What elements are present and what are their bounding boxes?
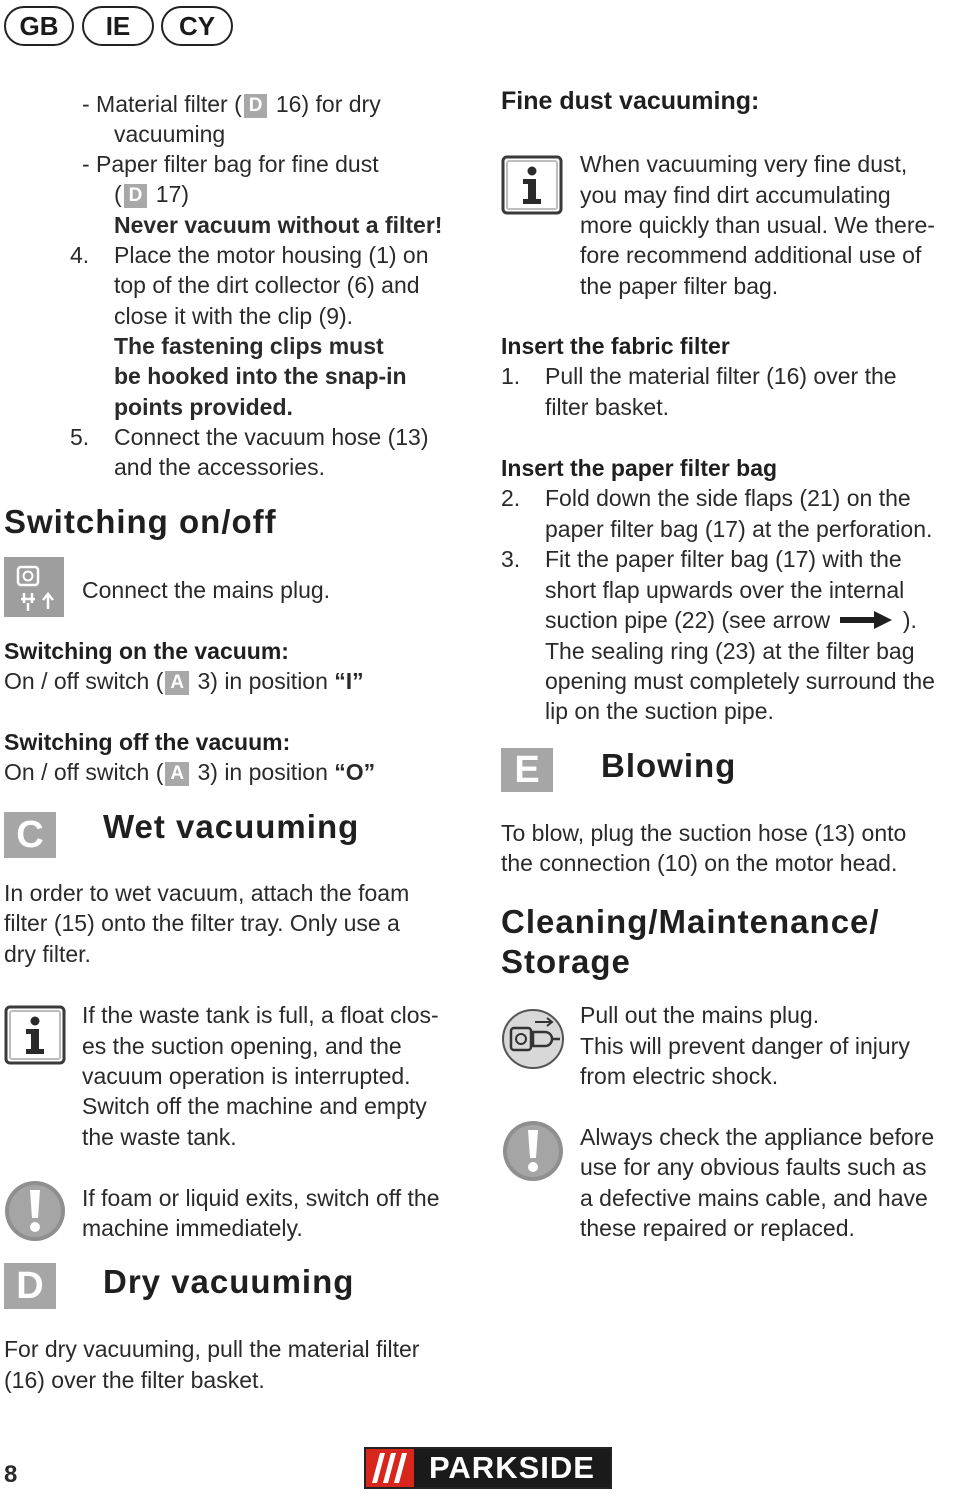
fabric-filter-heading: Insert the fabric filter: [501, 333, 730, 359]
section-title-switching: Switching on/off: [4, 503, 277, 540]
figure-badge: A: [165, 762, 189, 786]
step3-line: lip on the suction pipe.: [545, 698, 774, 724]
check-line: Always check the appliance before: [580, 1124, 935, 1150]
warning-line: machine immediately.: [82, 1215, 303, 1241]
text: 3) in position: [191, 668, 335, 694]
step-number: 4.: [70, 242, 90, 268]
info-icon: [501, 155, 563, 215]
text: On / off switch (: [4, 668, 164, 694]
connect-plug-text: Connect the mains plug.: [82, 577, 331, 603]
text: 17): [149, 181, 190, 207]
check-line: these repaired or replaced.: [580, 1215, 855, 1241]
info-line: Switch off the machine and empty: [82, 1093, 427, 1119]
step4-line: close it with the clip (9).: [114, 303, 354, 329]
warning-icon: [4, 1180, 66, 1242]
fine-dust-line: you may find dirt accumulating: [580, 182, 891, 208]
wet-paragraph: dry filter.: [4, 941, 91, 967]
step-number: 1.: [501, 363, 521, 389]
lang-tab-ie: IE: [82, 6, 154, 46]
fine-dust-line: When vacuuming very fine dust,: [580, 151, 908, 177]
wet-paragraph: filter (15) onto the filter tray. Only use a: [4, 910, 400, 936]
step3-line: opening must completely surround the: [545, 668, 935, 694]
list-item-text: vacuuming: [114, 121, 226, 147]
section-title-blowing: Blowing: [601, 747, 737, 784]
section-title-wet: Wet vacuuming: [103, 808, 360, 845]
step-number: 2.: [501, 485, 521, 511]
text: 3) in position: [191, 759, 335, 785]
section-title-cleaning: Cleaning/Maintenance/: [501, 903, 880, 940]
list-item-text: [114, 179, 189, 209]
unplug-line: This will prevent danger of injury: [580, 1033, 910, 1059]
unplug-line: from electric shock.: [580, 1063, 779, 1089]
figure-badge: D: [244, 94, 268, 118]
unplug-icon: [501, 1008, 565, 1070]
dry-paragraph: (16) over the filter basket.: [4, 1367, 265, 1393]
check-line: use for any obvious faults such as: [580, 1154, 927, 1180]
switch-on-text: [4, 666, 364, 696]
step1-line: filter basket.: [545, 394, 669, 420]
info-icon: [4, 1005, 66, 1065]
step5-line: Connect the vacuum hose (13): [114, 424, 429, 450]
info-line: If the waste tank is full, a float clos-: [82, 1002, 439, 1028]
step4-bold-line: points provided.: [114, 394, 293, 420]
wet-paragraph: In order to wet vacuum, attach the foam: [4, 880, 410, 906]
info-line: vacuum operation is interrupted.: [82, 1063, 411, 1089]
section-letter-c: C: [4, 812, 56, 858]
position-value: “I”: [334, 668, 364, 694]
arrow-right-icon: [840, 611, 892, 629]
figure-badge: D: [124, 184, 148, 208]
blowing-paragraph: To blow, plug the suction hose (13) onto: [501, 820, 907, 846]
list-item-material-filter: [82, 89, 381, 119]
text: 16) for dry: [269, 91, 381, 117]
step3-line: short flap upwards over the internal: [545, 577, 905, 603]
step4-line: Place the motor housing (1) on: [114, 242, 429, 268]
switch-on-heading: Switching on the vacuum:: [4, 638, 289, 664]
step2-line: paper filter bag (17) at the perforation.: [545, 516, 933, 542]
section-title-fine-dust: Fine dust vacuuming:: [501, 87, 760, 115]
warning-no-filter: Never vacuum without a filter!: [114, 212, 443, 238]
step5-line: and the accessories.: [114, 454, 325, 480]
list-item-paper-filter: - Paper filter bag for fine dust: [82, 151, 379, 177]
switch-off-heading: Switching off the vacuum:: [4, 729, 291, 755]
step-number: 3.: [501, 546, 521, 572]
logo-stripes-icon: [366, 1449, 414, 1487]
figure-badge: A: [165, 671, 189, 695]
info-line: the waste tank.: [82, 1124, 237, 1150]
warning-icon: [501, 1120, 565, 1182]
lang-tab-gb: GB: [4, 6, 74, 46]
section-title-cleaning: Storage: [501, 943, 631, 980]
brand-name: PARKSIDE: [414, 1449, 610, 1487]
step3-line: The sealing ring (23) at the filter bag: [545, 638, 915, 664]
mains-plug-icon: [4, 557, 64, 617]
lang-tab-cy: CY: [161, 6, 233, 46]
text: ).: [902, 607, 917, 633]
dry-paragraph: For dry vacuuming, pull the material filter: [4, 1336, 420, 1362]
text: On / off switch (: [4, 759, 164, 785]
paper-bag-heading: Insert the paper filter bag: [501, 455, 778, 481]
warning-line: If foam or liquid exits, switch off the: [82, 1185, 440, 1211]
step2-line: Fold down the side flaps (21) on the: [545, 485, 911, 511]
fine-dust-line: more quickly than usual. We there-: [580, 212, 935, 238]
blowing-paragraph: the connection (10) on the motor head.: [501, 850, 898, 876]
section-letter-d: D: [4, 1263, 56, 1309]
fine-dust-line: fore recommend additional use of: [580, 242, 922, 268]
step4-line: top of the dirt collector (6) and: [114, 272, 420, 298]
step1-line: Pull the material filter (16) over the: [545, 363, 897, 389]
info-line: es the suction opening, and the: [82, 1033, 402, 1059]
switch-off-text: [4, 757, 375, 787]
check-line: a defective mains cable, and have: [580, 1185, 928, 1211]
unplug-line: Pull out the mains plug.: [580, 1002, 820, 1028]
position-value: “O”: [334, 759, 376, 785]
page-number: 8: [4, 1461, 18, 1488]
step4-bold-line: be hooked into the snap-in: [114, 363, 407, 389]
step3-line: Fit the paper filter bag (17) with the: [545, 546, 902, 572]
section-letter-e: E: [501, 748, 553, 792]
text: - Material filter (: [82, 91, 242, 117]
parkside-logo: [364, 1447, 612, 1489]
section-title-dry: Dry vacuuming: [103, 1263, 355, 1300]
text: (: [114, 181, 122, 207]
step-number: 5.: [70, 424, 90, 450]
step3-arrow-line: [545, 605, 917, 635]
text: suction pipe (22) (see arrow: [545, 607, 831, 633]
step4-bold-line: The fastening clips must: [114, 333, 384, 359]
fine-dust-line: the paper filter bag.: [580, 273, 779, 299]
